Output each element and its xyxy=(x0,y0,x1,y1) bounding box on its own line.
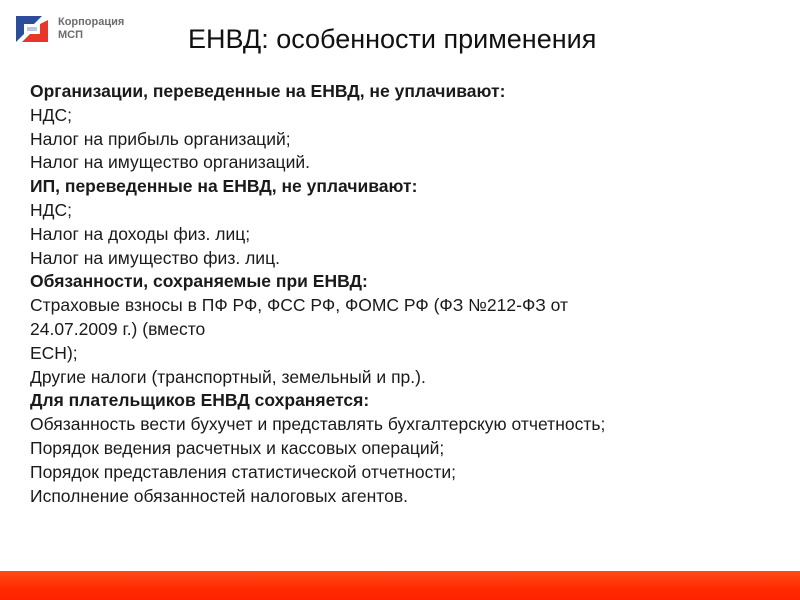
logo-text xyxy=(58,16,124,42)
body-line: НДС; xyxy=(30,104,72,125)
section-heading: Для плательщиков ЕНВД сохраняется: xyxy=(30,390,370,411)
body-line: Исполнение обязанностей налоговых агентов. xyxy=(30,485,408,506)
body-line: Страховые взносы в ПФ РФ, ФСС РФ, ФОМС РФ (ФЗ №212-ФЗ от xyxy=(30,295,569,316)
section-heading: ИП, переведенные на ЕНВД, не уплачивают: xyxy=(30,176,418,197)
bottom-accent-bar xyxy=(0,571,800,600)
body-line: Обязанность вести бухучет и представлять бухгалтерскую отчетность; xyxy=(30,414,606,435)
body-line: Налог на имущество физ. лиц. xyxy=(30,247,280,268)
section-heading: Организации, переведенные на ЕНВД, не уплачивают: xyxy=(30,81,506,101)
body-line: Налог на доходы физ. лиц; xyxy=(30,223,251,244)
body-line: Налог на имущество организаций. xyxy=(30,152,310,173)
body-line: НДС; xyxy=(30,199,72,220)
slide-title: ЕНВД: особенности применения xyxy=(188,24,597,54)
body-line: ЕСН); xyxy=(30,342,78,363)
body-line: 24.07.2009 г.) (вместо xyxy=(30,318,206,339)
body-line: Порядок ведения расчетных и кассовых операций; xyxy=(30,437,445,458)
body-line: Другие налоги (транспортный, земельный и пр.). xyxy=(30,366,426,387)
corporation-logo xyxy=(12,12,124,46)
logo-icon xyxy=(12,12,52,46)
section-heading: Обязанности, сохраняемые при ЕНВД: xyxy=(30,271,368,292)
body-line: Налог на прибыль организаций; xyxy=(30,128,291,149)
slide-body xyxy=(30,80,790,508)
logo-line-2: МСП xyxy=(58,29,84,41)
body-line: Порядок представления статистической отчетности; xyxy=(30,461,456,482)
logo-line-1: Корпорация xyxy=(58,16,125,28)
